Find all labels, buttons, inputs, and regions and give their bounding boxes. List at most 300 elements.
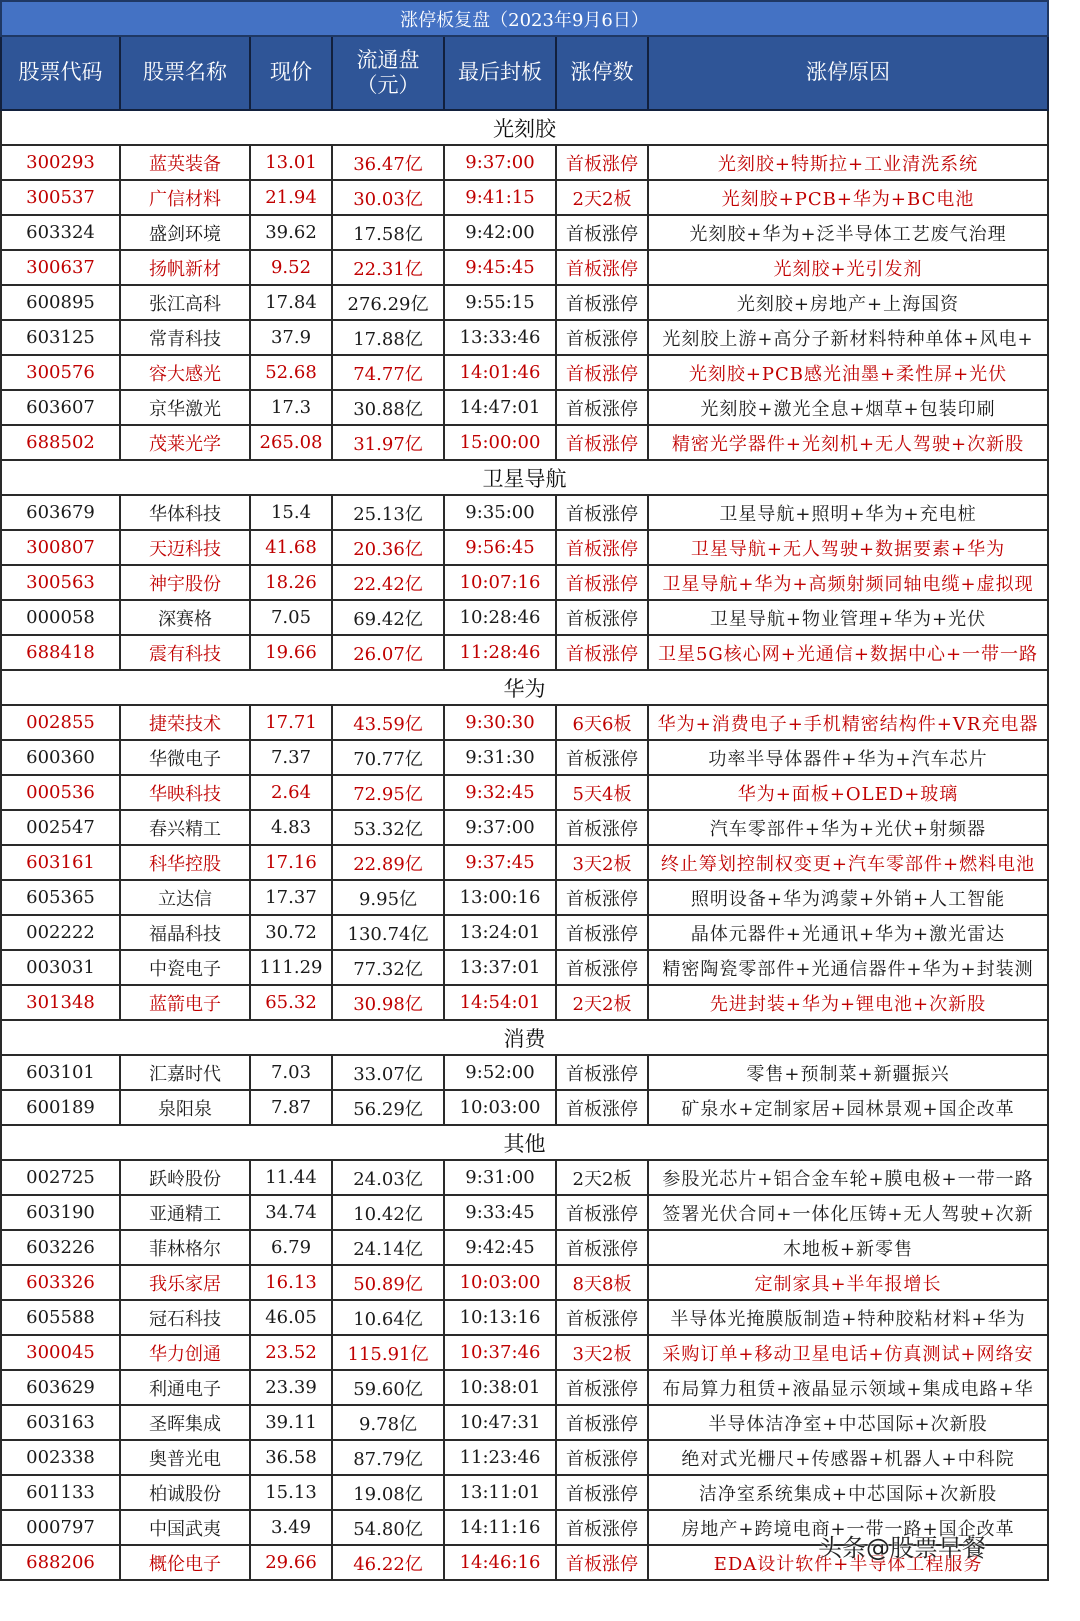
- price-cell: 18.26: [250, 565, 332, 600]
- seal-time-cell: 13:24:01: [444, 915, 556, 950]
- header-limit-count: 涨停数: [556, 36, 648, 110]
- table-row: [1, 355, 1048, 390]
- limit-count-cell: 首板涨停: [556, 810, 648, 845]
- float-shares-cell: 53.32亿: [332, 810, 444, 845]
- price-cell: 46.05: [250, 1300, 332, 1335]
- seal-time-cell: 10:03:00: [444, 1265, 556, 1300]
- stock-code-cell: 300563: [1, 565, 120, 600]
- seal-time-cell: 9:30:30: [444, 705, 556, 740]
- stock-code-cell: 000536: [1, 775, 120, 810]
- limit-count-cell: 首板涨停: [556, 1370, 648, 1405]
- section-title: 消费: [1, 1020, 1048, 1055]
- seal-time-cell: 9:45:45: [444, 250, 556, 285]
- section-row: [1, 460, 1048, 495]
- stock-name-cell: 圣晖集成: [120, 1405, 250, 1440]
- limit-count-cell: 首板涨停: [556, 320, 648, 355]
- stock-name-cell: 天迈科技: [120, 530, 250, 565]
- float-shares-cell: 54.80亿: [332, 1510, 444, 1545]
- stock-code-cell: 300045: [1, 1335, 120, 1370]
- price-cell: 65.32: [250, 985, 332, 1020]
- stock-code-cell: 300576: [1, 355, 120, 390]
- price-cell: 17.37: [250, 880, 332, 915]
- stock-code-cell: 603190: [1, 1195, 120, 1230]
- stock-name-cell: 春兴精工: [120, 810, 250, 845]
- seal-time-cell: 10:13:16: [444, 1300, 556, 1335]
- stock-name-cell: 华体科技: [120, 495, 250, 530]
- seal-time-cell: 9:52:00: [444, 1055, 556, 1090]
- header-float-line1: 流通盘: [356, 47, 420, 72]
- table-row: [1, 1160, 1048, 1195]
- stock-name-cell: 盛剑环境: [120, 215, 250, 250]
- table-row: [1, 1265, 1048, 1300]
- limit-count-cell: 6天6板: [556, 705, 648, 740]
- stock-name-cell: 冠石科技: [120, 1300, 250, 1335]
- seal-time-cell: 9:33:45: [444, 1195, 556, 1230]
- table-row: [1, 810, 1048, 845]
- price-cell: 11.44: [250, 1160, 332, 1195]
- seal-time-cell: 9:55:15: [444, 285, 556, 320]
- float-shares-cell: 30.03亿: [332, 180, 444, 215]
- stock-name-cell: 华映科技: [120, 775, 250, 810]
- seal-time-cell: 13:37:01: [444, 950, 556, 985]
- float-shares-cell: 31.97亿: [332, 425, 444, 460]
- stock-name-cell: 茂莱光学: [120, 425, 250, 460]
- stock-code-cell: 603629: [1, 1370, 120, 1405]
- seal-time-cell: 10:28:46: [444, 600, 556, 635]
- float-shares-cell: 22.42亿: [332, 565, 444, 600]
- reason-cell: 光刻胶+房地产+上海国资: [648, 285, 1048, 320]
- seal-time-cell: 9:32:45: [444, 775, 556, 810]
- float-shares-cell: 77.32亿: [332, 950, 444, 985]
- stock-name-cell: 扬帆新材: [120, 250, 250, 285]
- price-cell: 23.39: [250, 1370, 332, 1405]
- price-cell: 6.79: [250, 1230, 332, 1265]
- table-row: [1, 1370, 1048, 1405]
- seal-time-cell: 9:37:45: [444, 845, 556, 880]
- limit-count-cell: 2天2板: [556, 1160, 648, 1195]
- float-shares-cell: 70.77亿: [332, 740, 444, 775]
- stock-name-cell: 华微电子: [120, 740, 250, 775]
- limit-count-cell: 首板涨停: [556, 565, 648, 600]
- stock-code-cell: 603125: [1, 320, 120, 355]
- table-row: [1, 1090, 1048, 1125]
- reason-cell: 光刻胶+华为+泛半导体工艺废气治理: [648, 215, 1048, 250]
- float-shares-cell: 33.07亿: [332, 1055, 444, 1090]
- reason-cell: 照明设备+华为鸿蒙+外销+人工智能: [648, 880, 1048, 915]
- stock-name-cell: 深赛格: [120, 600, 250, 635]
- limit-count-cell: 首板涨停: [556, 215, 648, 250]
- reason-cell: 卫星5G核心网+光通信+数据中心+一带一路: [648, 635, 1048, 670]
- seal-time-cell: 9:31:30: [444, 740, 556, 775]
- stock-name-cell: 蓝箭电子: [120, 985, 250, 1020]
- float-shares-cell: 69.42亿: [332, 600, 444, 635]
- stock-code-cell: 603607: [1, 390, 120, 425]
- stock-code-cell: 603163: [1, 1405, 120, 1440]
- stock-code-cell: 603324: [1, 215, 120, 250]
- seal-time-cell: 15:00:00: [444, 425, 556, 460]
- reason-cell: 光刻胶+PCB+华为+BC电池: [648, 180, 1048, 215]
- reason-cell: 卫星导航+照明+华为+充电桩: [648, 495, 1048, 530]
- limit-count-cell: 首板涨停: [556, 250, 648, 285]
- limit-count-cell: 首板涨停: [556, 950, 648, 985]
- stock-name-cell: 汇嘉时代: [120, 1055, 250, 1090]
- limit-count-cell: 首板涨停: [556, 1195, 648, 1230]
- seal-time-cell: 14:46:16: [444, 1545, 556, 1580]
- limit-count-cell: 首板涨停: [556, 880, 648, 915]
- price-cell: 7.03: [250, 1055, 332, 1090]
- float-shares-cell: 87.79亿: [332, 1440, 444, 1475]
- seal-time-cell: 10:07:16: [444, 565, 556, 600]
- limit-count-cell: 3天2板: [556, 845, 648, 880]
- float-shares-cell: 72.95亿: [332, 775, 444, 810]
- seal-time-cell: 11:28:46: [444, 635, 556, 670]
- table-row: [1, 1545, 1048, 1580]
- table-row: [1, 600, 1048, 635]
- stock-name-cell: 张江高科: [120, 285, 250, 320]
- stock-name-cell: 中国武夷: [120, 1510, 250, 1545]
- stock-code-cell: 600189: [1, 1090, 120, 1125]
- stock-code-cell: 603326: [1, 1265, 120, 1300]
- float-shares-cell: 43.59亿: [332, 705, 444, 740]
- stock-name-cell: 常青科技: [120, 320, 250, 355]
- price-cell: 9.52: [250, 250, 332, 285]
- reason-cell: 华为+消费电子+手机精密结构件+VR充电器: [648, 705, 1048, 740]
- limit-count-cell: 2天2板: [556, 180, 648, 215]
- stock-code-cell: 301348: [1, 985, 120, 1020]
- price-cell: 13.01: [250, 145, 332, 180]
- limit-count-cell: 首板涨停: [556, 425, 648, 460]
- limit-count-cell: 首板涨停: [556, 1230, 648, 1265]
- reason-cell: 先进封装+华为+锂电池+次新股: [648, 985, 1048, 1020]
- stock-name-cell: 蓝英装备: [120, 145, 250, 180]
- price-cell: 37.9: [250, 320, 332, 355]
- float-shares-cell: 9.78亿: [332, 1405, 444, 1440]
- stock-code-cell: 002222: [1, 915, 120, 950]
- reason-cell: 采购订单+移动卫星电话+仿真测试+网络安: [648, 1335, 1048, 1370]
- price-cell: 111.29: [250, 950, 332, 985]
- price-cell: 19.66: [250, 635, 332, 670]
- seal-time-cell: 11:23:46: [444, 1440, 556, 1475]
- table-row: [1, 1195, 1048, 1230]
- stock-code-cell: 600360: [1, 740, 120, 775]
- title-row: [1, 1, 1048, 36]
- section-title: 卫星导航: [1, 460, 1048, 495]
- stock-code-cell: 300537: [1, 180, 120, 215]
- table-row: [1, 320, 1048, 355]
- table-row: [1, 950, 1048, 985]
- price-cell: 39.62: [250, 215, 332, 250]
- table-row: [1, 425, 1048, 460]
- seal-time-cell: 13:33:46: [444, 320, 556, 355]
- stock-code-cell: 300637: [1, 250, 120, 285]
- seal-time-cell: 14:11:16: [444, 1510, 556, 1545]
- seal-time-cell: 9:42:00: [444, 215, 556, 250]
- limit-count-cell: 5天4板: [556, 775, 648, 810]
- table-row: [1, 215, 1048, 250]
- price-cell: 23.52: [250, 1335, 332, 1370]
- reason-cell: 半导体洁净室+中芯国际+次新股: [648, 1405, 1048, 1440]
- price-cell: 2.64: [250, 775, 332, 810]
- stock-name-cell: 概伦电子: [120, 1545, 250, 1580]
- table-row: [1, 285, 1048, 320]
- table-row: [1, 1405, 1048, 1440]
- table-row: [1, 880, 1048, 915]
- float-shares-cell: 276.29亿: [332, 285, 444, 320]
- price-cell: 7.37: [250, 740, 332, 775]
- float-shares-cell: 22.31亿: [332, 250, 444, 285]
- stock-name-cell: 立达信: [120, 880, 250, 915]
- limit-count-cell: 首板涨停: [556, 1405, 648, 1440]
- stock-name-cell: 亚通精工: [120, 1195, 250, 1230]
- reason-cell: 卫星导航+无人驾驶+数据要素+华为: [648, 530, 1048, 565]
- limit-count-cell: 首板涨停: [556, 495, 648, 530]
- stock-code-cell: 002338: [1, 1440, 120, 1475]
- seal-time-cell: 9:31:00: [444, 1160, 556, 1195]
- float-shares-cell: 59.60亿: [332, 1370, 444, 1405]
- float-shares-cell: 115.91亿: [332, 1335, 444, 1370]
- stock-code-cell: 002547: [1, 810, 120, 845]
- reason-cell: 晶体元器件+光通讯+华为+激光雷达: [648, 915, 1048, 950]
- stock-code-cell: 002855: [1, 705, 120, 740]
- limit-count-cell: 首板涨停: [556, 285, 648, 320]
- table-row: [1, 635, 1048, 670]
- float-shares-cell: 24.03亿: [332, 1160, 444, 1195]
- reason-cell: 房地产+跨境电商+一带一路+国企改革: [648, 1510, 1048, 1545]
- stock-name-cell: 华力创通: [120, 1335, 250, 1370]
- table-row: [1, 1335, 1048, 1370]
- price-cell: 7.87: [250, 1090, 332, 1125]
- limit-count-cell: 首板涨停: [556, 915, 648, 950]
- table-row: [1, 1055, 1048, 1090]
- price-cell: 16.13: [250, 1265, 332, 1300]
- reason-cell: EDA设计软件+半导体工程服务: [648, 1545, 1048, 1580]
- float-shares-cell: 17.58亿: [332, 215, 444, 250]
- price-cell: 36.58: [250, 1440, 332, 1475]
- stock-name-cell: 菲林格尔: [120, 1230, 250, 1265]
- seal-time-cell: 10:47:31: [444, 1405, 556, 1440]
- watermark: 头条@股票早餐: [818, 1534, 986, 1562]
- price-cell: 34.74: [250, 1195, 332, 1230]
- reason-cell: 参股光芯片+铝合金车轮+膜电极+一带一路: [648, 1160, 1048, 1195]
- reason-cell: 终止筹划控制权变更+汽车零部件+燃料电池: [648, 845, 1048, 880]
- stock-code-cell: 300807: [1, 530, 120, 565]
- table-row: [1, 145, 1048, 180]
- seal-time-cell: 9:35:00: [444, 495, 556, 530]
- stock-name-cell: 容大感光: [120, 355, 250, 390]
- stock-code-cell: 300293: [1, 145, 120, 180]
- price-cell: 29.66: [250, 1545, 332, 1580]
- seal-time-cell: 14:47:01: [444, 390, 556, 425]
- reason-cell: 汽车零部件+华为+光伏+射频器: [648, 810, 1048, 845]
- reason-cell: 绝对式光栅尺+传感器+机器人+中科院: [648, 1440, 1048, 1475]
- reason-cell: 矿泉水+定制家居+园林景观+国企改革: [648, 1090, 1048, 1125]
- price-cell: 39.11: [250, 1405, 332, 1440]
- reason-cell: 华为+面板+OLED+玻璃: [648, 775, 1048, 810]
- stock-name-cell: 科华控股: [120, 845, 250, 880]
- seal-time-cell: 9:41:15: [444, 180, 556, 215]
- float-shares-cell: 19.08亿: [332, 1475, 444, 1510]
- reason-cell: 签署光伏合同+一体化压铸+无人驾驶+次新: [648, 1195, 1048, 1230]
- stock-code-cell: 601133: [1, 1475, 120, 1510]
- reason-cell: 定制家具+半年报增长: [648, 1265, 1048, 1300]
- float-shares-cell: 22.89亿: [332, 845, 444, 880]
- stock-name-cell: 神宇股份: [120, 565, 250, 600]
- float-shares-cell: 30.98亿: [332, 985, 444, 1020]
- table-row: [1, 565, 1048, 600]
- header-price: 现价: [250, 36, 332, 110]
- table-row: [1, 250, 1048, 285]
- seal-time-cell: 9:56:45: [444, 530, 556, 565]
- stock-name-cell: 中瓷电子: [120, 950, 250, 985]
- stock-code-cell: 003031: [1, 950, 120, 985]
- float-shares-cell: 46.22亿: [332, 1545, 444, 1580]
- float-shares-cell: 74.77亿: [332, 355, 444, 390]
- limit-count-cell: 首板涨停: [556, 1090, 648, 1125]
- limit-count-cell: 首板涨停: [556, 740, 648, 775]
- header-seal-time: 最后封板: [444, 36, 556, 110]
- table-row: [1, 705, 1048, 740]
- float-shares-cell: 20.36亿: [332, 530, 444, 565]
- price-cell: 17.16: [250, 845, 332, 880]
- stock-code-cell: 603679: [1, 495, 120, 530]
- seal-time-cell: 10:38:01: [444, 1370, 556, 1405]
- float-shares-cell: 26.07亿: [332, 635, 444, 670]
- table-row: [1, 180, 1048, 215]
- price-cell: 17.3: [250, 390, 332, 425]
- reason-cell: 洁净室系统集成+中芯国际+次新股: [648, 1475, 1048, 1510]
- header-code: 股票代码: [1, 36, 120, 110]
- reason-cell: 半导体光掩膜版制造+特种胶粘材料+华为: [648, 1300, 1048, 1335]
- reason-cell: 光刻胶+激光全息+烟草+包装印刷: [648, 390, 1048, 425]
- stock-name-cell: 广信材料: [120, 180, 250, 215]
- stock-code-cell: 000058: [1, 600, 120, 635]
- header-reason: 涨停原因: [648, 36, 1048, 110]
- seal-time-cell: 9:37:00: [444, 810, 556, 845]
- float-shares-cell: 10.42亿: [332, 1195, 444, 1230]
- reason-cell: 光刻胶+PCB感光油墨+柔性屏+光伏: [648, 355, 1048, 390]
- reason-cell: 精密陶瓷零部件+光通信器件+华为+封装测: [648, 950, 1048, 985]
- price-cell: 52.68: [250, 355, 332, 390]
- seal-time-cell: 9:37:00: [444, 145, 556, 180]
- limit-count-cell: 首板涨停: [556, 1510, 648, 1545]
- table-row: [1, 915, 1048, 950]
- seal-time-cell: 10:37:46: [444, 1335, 556, 1370]
- stock-name-cell: 捷荣技术: [120, 705, 250, 740]
- price-cell: 41.68: [250, 530, 332, 565]
- limit-count-cell: 首板涨停: [556, 1440, 648, 1475]
- stock-code-cell: 688206: [1, 1545, 120, 1580]
- header-name: 股票名称: [120, 36, 250, 110]
- float-shares-cell: 56.29亿: [332, 1090, 444, 1125]
- stock-code-cell: 688418: [1, 635, 120, 670]
- reason-cell: 卫星导航+华为+高频射频同轴电缆+虚拟现: [648, 565, 1048, 600]
- table-body: [1, 110, 1048, 1580]
- price-cell: 15.13: [250, 1475, 332, 1510]
- section-title: 其他: [1, 1125, 1048, 1160]
- section-title: 华为: [1, 670, 1048, 705]
- seal-time-cell: 14:01:46: [444, 355, 556, 390]
- price-cell: 7.05: [250, 600, 332, 635]
- header-row: [1, 36, 1048, 110]
- table-row: [1, 775, 1048, 810]
- header-float-line2: （元）: [356, 73, 420, 97]
- section-title: 光刻胶: [1, 110, 1048, 145]
- price-cell: 4.83: [250, 810, 332, 845]
- limit-count-cell: 首板涨停: [556, 600, 648, 635]
- stock-name-cell: 利通电子: [120, 1370, 250, 1405]
- stock-code-cell: 603101: [1, 1055, 120, 1090]
- section-row: [1, 1125, 1048, 1160]
- stock-name-cell: 福晶科技: [120, 915, 250, 950]
- limit-count-cell: 2天2板: [556, 985, 648, 1020]
- stock-name-cell: 震有科技: [120, 635, 250, 670]
- table-row: [1, 740, 1048, 775]
- section-row: [1, 110, 1048, 145]
- stock-code-cell: 605365: [1, 880, 120, 915]
- table-row: [1, 1440, 1048, 1475]
- reason-cell: 光刻胶+光引发剂: [648, 250, 1048, 285]
- stock-code-cell: 600895: [1, 285, 120, 320]
- reason-cell: 精密光学器件+光刻机+无人驾驶+次新股: [648, 425, 1048, 460]
- table-row: [1, 530, 1048, 565]
- limit-count-cell: 首板涨停: [556, 1055, 648, 1090]
- stock-code-cell: 688502: [1, 425, 120, 460]
- float-shares-cell: 50.89亿: [332, 1265, 444, 1300]
- float-shares-cell: 17.88亿: [332, 320, 444, 355]
- stock-code-cell: 603226: [1, 1230, 120, 1265]
- table-row: [1, 1230, 1048, 1265]
- float-shares-cell: 25.13亿: [332, 495, 444, 530]
- price-cell: 3.49: [250, 1510, 332, 1545]
- table-row: [1, 1510, 1048, 1545]
- stock-code-cell: 002725: [1, 1160, 120, 1195]
- stock-name-cell: 我乐家居: [120, 1265, 250, 1300]
- limit-count-cell: 首板涨停: [556, 1475, 648, 1510]
- stock-code-cell: 605588: [1, 1300, 120, 1335]
- stock-code-cell: 000797: [1, 1510, 120, 1545]
- limit-count-cell: 首板涨停: [556, 355, 648, 390]
- seal-time-cell: 9:42:45: [444, 1230, 556, 1265]
- float-shares-cell: 36.47亿: [332, 145, 444, 180]
- price-cell: 21.94: [250, 180, 332, 215]
- table-row: [1, 1300, 1048, 1335]
- price-cell: 30.72: [250, 915, 332, 950]
- table-row: [1, 390, 1048, 425]
- table-row: [1, 495, 1048, 530]
- stock-name-cell: 泉阳泉: [120, 1090, 250, 1125]
- seal-time-cell: 13:11:01: [444, 1475, 556, 1510]
- limit-count-cell: 8天8板: [556, 1265, 648, 1300]
- price-cell: 15.4: [250, 495, 332, 530]
- reason-cell: 布局算力租赁+液晶显示领域+集成电路+华: [648, 1370, 1048, 1405]
- reason-cell: 光刻胶上游+高分子新材料特种单体+风电+: [648, 320, 1048, 355]
- limit-count-cell: 首板涨停: [556, 145, 648, 180]
- reason-cell: 木地板+新零售: [648, 1230, 1048, 1265]
- stock-name-cell: 跃岭股份: [120, 1160, 250, 1195]
- price-cell: 17.84: [250, 285, 332, 320]
- float-shares-cell: 30.88亿: [332, 390, 444, 425]
- price-cell: 17.71: [250, 705, 332, 740]
- float-shares-cell: 130.74亿: [332, 915, 444, 950]
- stock-code-cell: 603161: [1, 845, 120, 880]
- price-cell: 265.08: [250, 425, 332, 460]
- reason-cell: 光刻胶+特斯拉+工业清洗系统: [648, 145, 1048, 180]
- seal-time-cell: 14:54:01: [444, 985, 556, 1020]
- sheet-title: 涨停板复盘（2023年9月6日）: [1, 1, 1048, 36]
- limit-count-cell: 首板涨停: [556, 390, 648, 425]
- section-row: [1, 670, 1048, 705]
- reason-cell: 功率半导体器件+华为+汽车芯片: [648, 740, 1048, 775]
